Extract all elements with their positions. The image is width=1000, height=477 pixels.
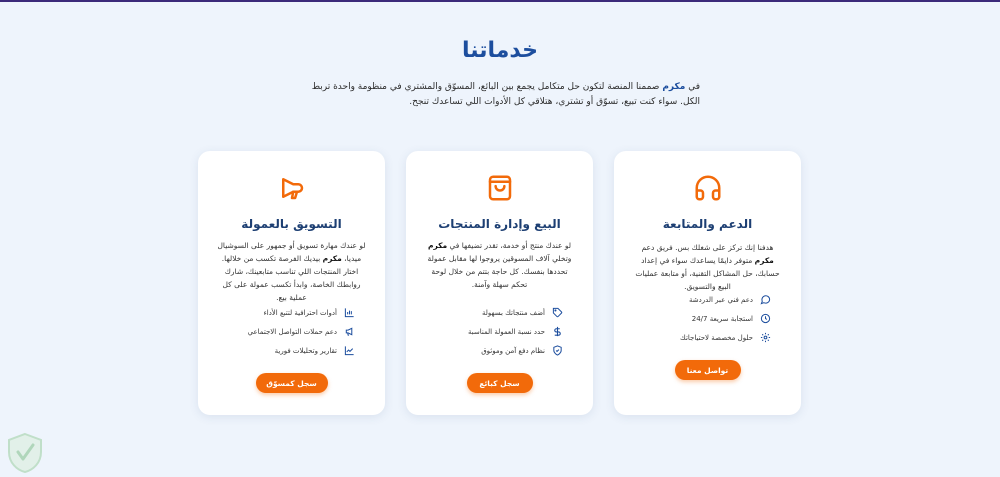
feature-item bbox=[228, 341, 355, 360]
card-title: البيع وإدارة المنتجات bbox=[438, 217, 561, 231]
desc-brand: مكرم bbox=[754, 256, 774, 265]
feature-list bbox=[228, 303, 355, 360]
feature-list bbox=[436, 303, 563, 360]
desc-text: متوفر دايمًا يساعدك سواء في إعداد حسابك، حل المشاكل التقنية، أو متابعة عمليات البيع والتسويق. bbox=[635, 256, 780, 291]
feature-label: دعم فني عبر الدردشة bbox=[689, 295, 753, 304]
intro-text: صممنا المنصة لتكون حل متكامل يجمع بين البائع، المسوّق والمشتري في منظومة واحدة تربط الكل. سواء كنت تبيع، تسوّق أو تشتري، هتلاقي كل الأدوات اللي تساعدك تنجح. bbox=[311, 82, 700, 107]
tag-icon bbox=[551, 307, 563, 319]
contact-us-button[interactable]: تواصل معنا bbox=[675, 360, 741, 380]
bar-chart-icon bbox=[343, 307, 355, 319]
desc-text: بيديك الفرصة تكسب من خلالها. اختار المنتجات اللي تناسب متابعينك، شارك روابطك الخاصة، وابدأ تكسب عمولة على كل عملية بيع. bbox=[221, 254, 361, 302]
section-title: خدماتنا bbox=[462, 38, 538, 63]
card-title: التسويق بالعمولة bbox=[241, 217, 342, 231]
feature-item bbox=[644, 309, 771, 328]
shopping-bag-icon bbox=[406, 173, 593, 203]
clock-icon bbox=[759, 313, 771, 325]
headphones-icon bbox=[614, 173, 801, 203]
register-seller-button[interactable]: سجل كبائع bbox=[467, 373, 533, 393]
gear-icon bbox=[759, 332, 771, 344]
section-intro bbox=[300, 80, 700, 110]
feature-label: تقارير وتحليلات فورية bbox=[274, 346, 337, 355]
feature-label: نظام دفع آمن وموثوق bbox=[481, 346, 545, 355]
card-selling bbox=[406, 151, 593, 415]
feature-item bbox=[644, 328, 771, 347]
card-support bbox=[614, 151, 801, 415]
feature-item bbox=[436, 322, 563, 341]
shield-logo-icon bbox=[6, 432, 44, 474]
desc-text: هدفنا إنك تركز على شغلك بس. فريق دعم bbox=[641, 243, 774, 252]
intro-brand: مكرم bbox=[662, 82, 686, 92]
feature-item bbox=[228, 322, 355, 341]
feature-label: حدد نسبة العمولة المناسبة bbox=[468, 327, 545, 336]
feature-label: أدوات احترافية لتتبع الأداء bbox=[263, 308, 337, 317]
card-title: الدعم والمتابعة bbox=[662, 217, 753, 231]
shield-icon bbox=[551, 345, 563, 357]
megaphone-small-icon bbox=[343, 326, 355, 338]
feature-label: حلول مخصصة لاحتياجاتك bbox=[680, 333, 753, 342]
feature-label: دعم حملات التواصل الاجتماعي bbox=[247, 327, 337, 336]
megaphone-icon bbox=[198, 173, 385, 203]
desc-text: لو عندك مهارة تسويق أو جمهور على السوشيال ميديا، bbox=[217, 241, 366, 263]
card-description bbox=[424, 239, 575, 291]
chat-icon bbox=[759, 294, 771, 306]
feature-label: استجابة سريعة 24/7 bbox=[691, 314, 753, 323]
intro-prefix: في bbox=[685, 82, 700, 92]
feature-item bbox=[644, 290, 771, 309]
card-affiliate bbox=[198, 151, 385, 415]
card-description bbox=[632, 241, 783, 293]
desc-brand: مكرم bbox=[322, 254, 342, 263]
desc-brand: مكرم bbox=[427, 241, 448, 250]
feature-label: أضف منتجاتك بسهولة bbox=[482, 308, 545, 317]
feature-item bbox=[436, 341, 563, 360]
feature-list bbox=[644, 290, 771, 347]
register-affiliate-button[interactable]: سجل كمسوّق bbox=[256, 373, 328, 393]
feature-item bbox=[436, 303, 563, 322]
line-chart-icon bbox=[343, 345, 355, 357]
feature-item bbox=[228, 303, 355, 322]
desc-text: لو عندك منتج أو خدمة، تقدر تضيفها في bbox=[447, 241, 572, 250]
card-description bbox=[216, 239, 367, 304]
desc-text: وتخلي آلاف المسوقين يروجوا لها مقابل عمولة تحددها بنفسك. كل حاجة بتتم من خلال لوحة تحكم سهلة وآمنة. bbox=[427, 254, 572, 289]
dollar-icon bbox=[551, 326, 563, 338]
